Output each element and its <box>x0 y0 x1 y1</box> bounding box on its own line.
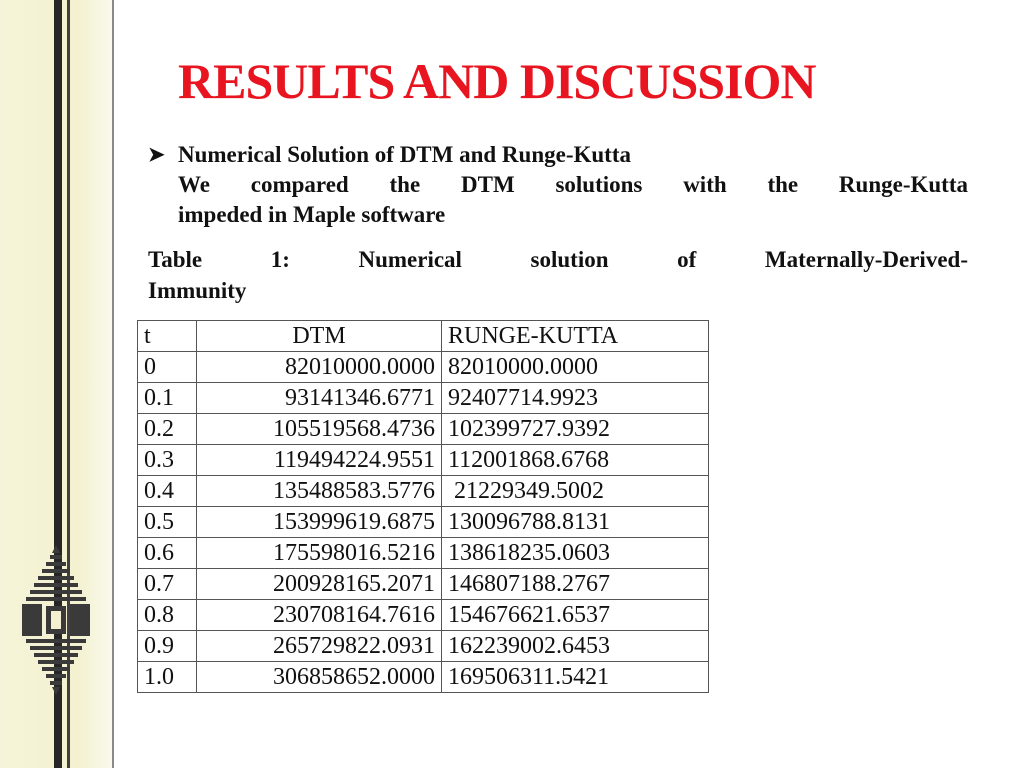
cell-t: 1.0 <box>138 662 197 693</box>
cell-dtm: 93141346.6771 <box>197 383 442 414</box>
table-header-row <box>138 321 709 352</box>
table-row <box>138 445 709 476</box>
bullet-body <box>148 170 968 230</box>
cell-t: 0.7 <box>138 569 197 600</box>
table-row <box>138 414 709 445</box>
slide-title: RESULTS AND DISCUSSION <box>178 53 816 109</box>
cell-t: 0.8 <box>138 600 197 631</box>
cell-t: 0.5 <box>138 507 197 538</box>
cell-t: 0.2 <box>138 414 197 445</box>
diamond-ornament-icon <box>14 545 98 695</box>
bullet-block <box>148 140 968 230</box>
cell-dtm: 153999619.6875 <box>197 507 442 538</box>
caption-line-1: Table 1: Numerical solution of Maternally-Derived- <box>148 247 968 272</box>
cell-t: 0.6 <box>138 538 197 569</box>
cell-dtm: 82010000.0000 <box>197 352 442 383</box>
cell-dtm: 175598016.5216 <box>197 538 442 569</box>
table-row <box>138 352 709 383</box>
cell-runge-kutta: 92407714.9923 <box>442 383 709 414</box>
cell-runge-kutta: 138618235.0603 <box>442 538 709 569</box>
bullet-line-1: We compared the DTM solutions with the Runge-Kutta <box>178 172 968 197</box>
table-row <box>138 600 709 631</box>
cell-dtm: 265729822.0931 <box>197 631 442 662</box>
cell-dtm: 105519568.4736 <box>197 414 442 445</box>
cell-runge-kutta: 154676621.6537 <box>442 600 709 631</box>
table-row <box>138 631 709 662</box>
cell-t: 0.1 <box>138 383 197 414</box>
cell-t: 0 <box>138 352 197 383</box>
cell-t: 0.9 <box>138 631 197 662</box>
sidebar-border <box>112 0 114 768</box>
cell-runge-kutta: 162239002.6453 <box>442 631 709 662</box>
results-table <box>137 320 709 693</box>
cell-runge-kutta: 130096788.8131 <box>442 507 709 538</box>
bullet-heading-row <box>148 140 968 170</box>
cell-runge-kutta: 146807188.2767 <box>442 569 709 600</box>
cell-dtm: 306858652.0000 <box>197 662 442 693</box>
cell-runge-kutta: 169506311.5421 <box>442 662 709 693</box>
cell-dtm: 200928165.2071 <box>197 569 442 600</box>
table-row <box>138 538 709 569</box>
bullet-heading: Numerical Solution of DTM and Runge-Kutta <box>178 142 631 167</box>
table-row <box>138 383 709 414</box>
cell-t: 0.3 <box>138 445 197 476</box>
cell-runge-kutta: 102399727.9392 <box>442 414 709 445</box>
arrowhead-bullet-icon: ➤ <box>148 144 165 166</box>
cell-runge-kutta: 82010000.0000 <box>442 352 709 383</box>
table-row <box>138 476 709 507</box>
bullet-line-2: impeded in Maple software <box>178 202 446 227</box>
header-dtm: DTM <box>197 321 442 352</box>
table-row <box>138 569 709 600</box>
header-t: t <box>138 321 197 352</box>
cell-dtm: 135488583.5776 <box>197 476 442 507</box>
cell-dtm: 230708164.7616 <box>197 600 442 631</box>
cell-runge-kutta: 21229349.5002 <box>442 476 709 507</box>
cell-runge-kutta: 112001868.6768 <box>442 445 709 476</box>
cell-t: 0.4 <box>138 476 197 507</box>
table-row <box>138 507 709 538</box>
table-caption <box>148 244 968 306</box>
caption-line-2: Immunity <box>148 278 247 303</box>
header-runge-kutta: RUNGE-KUTTA <box>442 321 709 352</box>
table-row <box>138 662 709 693</box>
cell-dtm: 119494224.9551 <box>197 445 442 476</box>
